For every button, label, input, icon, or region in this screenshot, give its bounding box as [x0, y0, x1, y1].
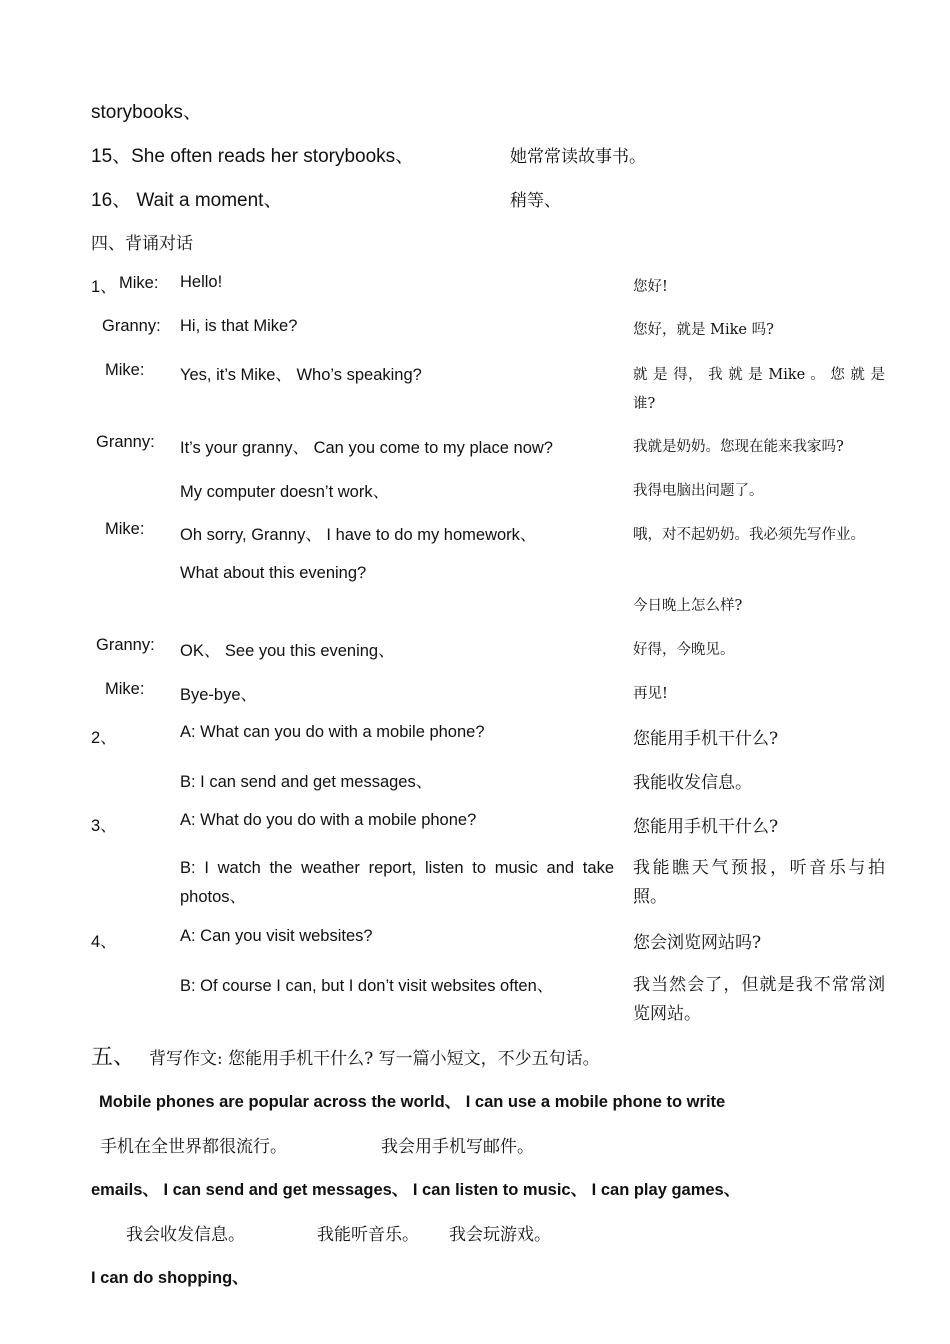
- essay-english-line: emails、 I can send and get messages、 I can listen to music、 I can play games、: [91, 1181, 741, 1199]
- vocab-storybooks-line: storybooks、: [91, 102, 202, 123]
- essay-chinese-line: 我会玩游戏。: [449, 1225, 551, 1245]
- dialogue-line-chinese: 今日晚上怎么样?: [633, 598, 743, 614]
- speaker-label: Mike:: [105, 520, 145, 538]
- dialogue-line-english: A: What can you do with a mobile phone?: [180, 723, 485, 741]
- essay-chinese-line: 我能听音乐。: [317, 1225, 419, 1245]
- dialogue-line-chinese: 哦，对不起奶奶。我必须先写作业。: [633, 527, 865, 543]
- speaker-label: Mike:: [119, 274, 159, 292]
- dialogue-line-english: A: What do you do with a mobile phone?: [180, 811, 477, 829]
- speaker-label: Granny:: [102, 317, 161, 335]
- dialogue-line-chinese: 好得，今晚见。: [633, 642, 735, 658]
- section-5-heading: 背写作文: 您能用手机干什么? 写一篇小短文，不少五句话。: [149, 1049, 600, 1069]
- dialogue-line-english: My computer doesn’t work、: [180, 483, 390, 501]
- dialogue-line-chinese: 我就是奶奶。您现在能来我家吗?: [633, 439, 844, 455]
- dialogue-line-chinese: 我能瞧天气预报，听音乐与拍照。: [633, 858, 885, 907]
- vocab-item-15-chinese: 她常常读故事书。: [510, 147, 646, 167]
- dialogue-line-chinese: 您好!: [633, 279, 668, 295]
- dialogue-line-english: Bye-bye、: [180, 686, 258, 704]
- dialogue-line-english: Oh sorry, Granny、 I have to do my homework、: [180, 526, 537, 544]
- speaker-label: Mike:: [105, 680, 145, 698]
- dialogue-line-english: B: I watch the weather report, listen to music and take photos、: [180, 859, 614, 906]
- section-5-number: 五、: [91, 1045, 136, 1070]
- essay-chinese-line: 我会收发信息。: [126, 1225, 245, 1245]
- dialogue-line-chinese: 就 是 得， 我 就 是 Mike 。 您 就 是 谁?: [633, 367, 885, 412]
- dialogue-4-number: 4、: [91, 933, 117, 951]
- vocab-item-15-english: 15、She often reads her storybooks、: [91, 146, 415, 167]
- dialogue-line-chinese: 我得电脑出问题了。: [633, 483, 764, 499]
- dialogue-line-chinese: 我当然会了，但就是我不常常浏览网站。: [633, 975, 885, 1024]
- dialogue-line-english: Yes, it’s Mike、 Who’s speaking?: [180, 366, 422, 384]
- dialogue-line-english: Hello!: [180, 273, 223, 291]
- dialogue-line-english: B: Of course I can, but I don’t visit websites often、: [180, 977, 554, 995]
- vocab-item-16-chinese: 稍等、: [510, 191, 561, 211]
- dialogue-line-english: It’s your granny、 Can you come to my place now?: [180, 439, 553, 457]
- dialogue-line-chinese: 您能用手机干什么?: [633, 817, 779, 837]
- speaker-label: Granny:: [96, 636, 155, 654]
- dialogue-line-english: B: I can send and get messages、: [180, 773, 433, 791]
- dialogue-line-chinese: 您好，就是 Mike 吗?: [633, 322, 774, 338]
- dialogue-line-chinese: 您会浏览网站吗?: [633, 933, 762, 953]
- dialogue-line-chinese: 再见!: [633, 686, 668, 702]
- speaker-label: Granny:: [96, 433, 155, 451]
- dialogue-2-number: 2、: [91, 729, 117, 747]
- essay-chinese-line: 手机在全世界都很流行。: [100, 1137, 287, 1157]
- vocab-item-16-english: 16、 Wait a moment、: [91, 190, 283, 211]
- dialogue-line-chinese: 我能收发信息。: [633, 773, 752, 793]
- dialogue-line-english: OK、 See you this evening、: [180, 642, 395, 660]
- essay-english-line: Mobile phones are popular across the world、 I can use a mobile phone to write: [99, 1093, 726, 1111]
- dialogue-line-chinese: 您能用手机干什么?: [633, 729, 779, 749]
- dialogue-1-number: 1、: [91, 278, 117, 296]
- essay-chinese-line: 我会用手机写邮件。: [381, 1137, 534, 1157]
- essay-english-line: I can do shopping、: [91, 1269, 249, 1287]
- section-4-heading: 四、背诵对话: [91, 234, 193, 254]
- speaker-label: Mike:: [105, 361, 145, 379]
- dialogue-line-english: What about this evening?: [180, 564, 367, 582]
- dialogue-3-number: 3、: [91, 817, 117, 835]
- dialogue-line-english: Hi, is that Mike?: [180, 317, 298, 335]
- dialogue-line-english: A: Can you visit websites?: [180, 927, 373, 945]
